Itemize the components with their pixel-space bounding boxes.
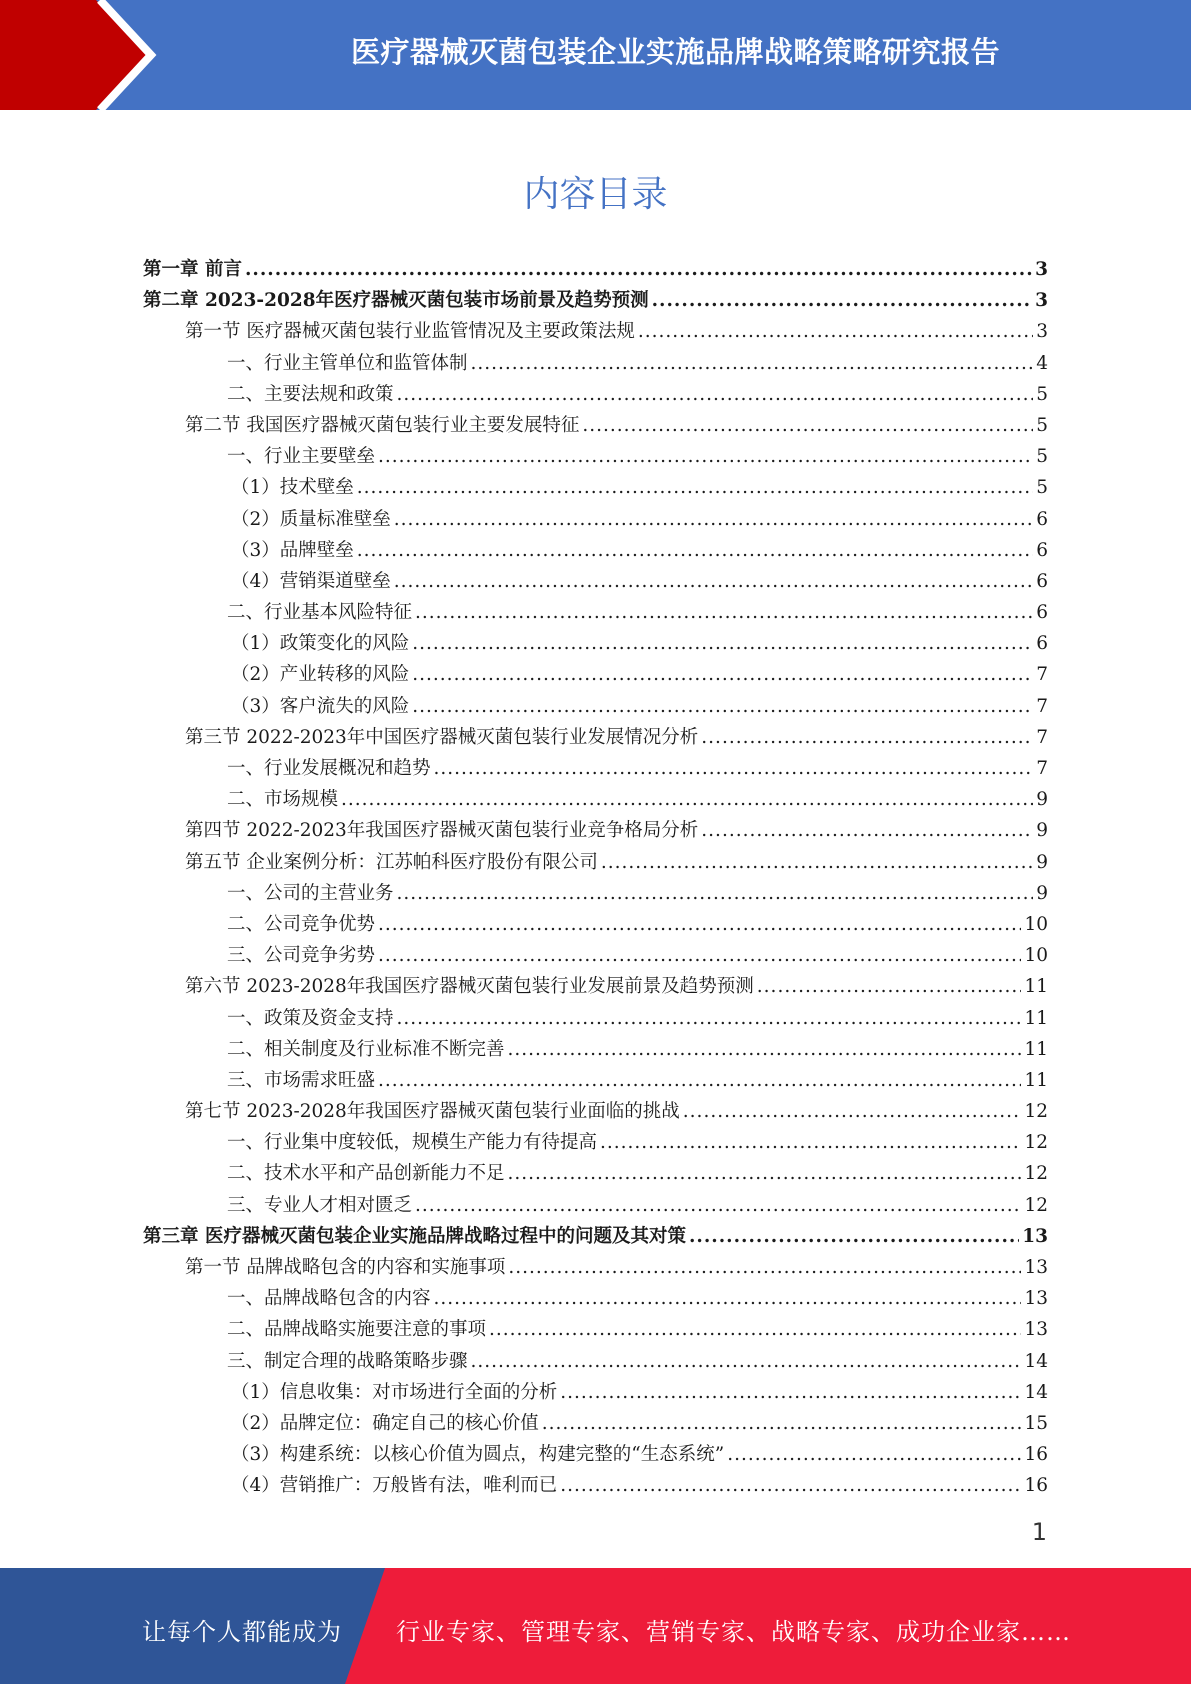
toc-dot-leader <box>412 659 1033 690</box>
toc-entry[interactable] <box>143 815 1048 846</box>
toc-dot-leader <box>245 254 1032 285</box>
toc-entry-page: 4 <box>1036 352 1048 374</box>
toc-dot-leader <box>471 1346 1022 1377</box>
toc-entry-page: 12 <box>1024 1163 1048 1185</box>
toc-entry[interactable] <box>143 1408 1048 1439</box>
toc-entry-title: 第四节 2022-2023年我国医疗器械灭菌包装行业竞争格局分析 <box>185 820 699 842</box>
toc-entry[interactable] <box>143 1252 1048 1283</box>
toc-entry-title: 第五节 企业案例分析：江苏帕科医疗股份有限公司 <box>185 851 598 873</box>
toc-entry[interactable] <box>143 1283 1048 1314</box>
toc-entry-title: （3）构建系统：以核心价值为圆点，构建完整的“生态系统” <box>231 1444 725 1466</box>
toc-entry-title: 二、品牌战略实施要注意的事项 <box>227 1319 487 1341</box>
toc-entry[interactable] <box>143 472 1048 503</box>
toc-entry[interactable] <box>143 847 1048 878</box>
toc-dot-leader <box>394 566 1033 597</box>
toc-entry-page: 9 <box>1036 789 1048 811</box>
toc-entry-page: 13 <box>1024 1257 1048 1278</box>
toc-entry-title: 二、公司竞争优势 <box>227 913 376 935</box>
toc-entry[interactable] <box>143 1034 1048 1065</box>
toc-entry[interactable] <box>143 535 1048 566</box>
toc-entry[interactable] <box>143 597 1048 628</box>
toc-entry-title: 一、行业集中度较低，规模生产能力有待提高 <box>227 1132 598 1154</box>
toc-dot-leader <box>508 1034 1022 1065</box>
toc-entry[interactable] <box>143 1096 1048 1127</box>
toc-entry[interactable] <box>143 659 1048 690</box>
toc-entry[interactable] <box>143 1065 1048 1096</box>
toc-entry-page: 6 <box>1036 602 1048 624</box>
toc-entry-title: 一、政策及资金支持 <box>227 1007 394 1029</box>
toc-dot-leader <box>341 784 1033 815</box>
toc-dot-leader <box>652 285 1033 316</box>
toc-entry-page: 12 <box>1024 1101 1048 1123</box>
toc-entry[interactable] <box>143 1377 1048 1408</box>
toc-entry[interactable] <box>143 379 1048 410</box>
toc-entry-title: 一、行业发展概况和趋势 <box>227 758 431 779</box>
toc-entry-title: （4）营销推广：万般皆有法，唯利而已 <box>231 1475 558 1497</box>
toc-entry[interactable] <box>143 940 1048 971</box>
toc-dot-leader <box>434 1283 1022 1314</box>
toc-entry-title: 一、行业主要壁垒 <box>227 446 376 468</box>
toc-entry-title: 三、专业人才相对匮乏 <box>227 1194 413 1216</box>
toc-dot-leader <box>582 410 1033 441</box>
toc-entry[interactable] <box>143 504 1048 535</box>
toc-entry-title: 第六节 2023-2028年我国医疗器械灭菌包装行业发展前景及趋势预测 <box>185 976 754 998</box>
toc-entry[interactable] <box>143 1127 1048 1158</box>
toc-dot-leader <box>489 1314 1021 1345</box>
toc-entry[interactable] <box>143 1439 1048 1470</box>
toc-entry-page: 14 <box>1024 1381 1048 1403</box>
toc-entry[interactable] <box>143 441 1048 472</box>
toc-entry-page: 12 <box>1024 1132 1048 1154</box>
toc-dot-leader <box>757 971 1022 1002</box>
toc-entry[interactable] <box>143 1158 1048 1189</box>
toc-entry-title: 第二章 2023-2028年医疗器械灭菌包装市场前景及趋势预测 <box>143 290 649 312</box>
toc-entry[interactable] <box>143 628 1048 659</box>
footer-slogan-right: 行业专家、管理专家、营销专家、战略专家、成功企业家…… <box>396 1618 1071 1646</box>
toc-entry-title: 第三章 医疗器械灭菌包装企业实施品牌战略过程中的问题及其对策 <box>143 1225 686 1247</box>
toc-entry-title: 一、公司的主营业务 <box>227 882 394 904</box>
toc-dot-leader <box>434 753 1034 784</box>
toc-entry[interactable] <box>143 1003 1048 1034</box>
toc-entry-page: 3 <box>1035 259 1048 280</box>
toc-dot-leader <box>560 1377 1021 1408</box>
toc-entry-title: 三、市场需求旺盛 <box>227 1069 376 1091</box>
toc-dot-leader <box>683 1096 1022 1127</box>
toc-dot-leader <box>397 878 1034 909</box>
toc-entry-page: 15 <box>1024 1412 1048 1434</box>
toc-entry-title: （1）政策变化的风险 <box>231 633 410 655</box>
toc-entry-page: 3 <box>1035 290 1048 312</box>
toc-entry-page: 13 <box>1024 1288 1048 1310</box>
toc-dot-leader <box>378 1065 1021 1096</box>
toc-entry-page: 10 <box>1024 913 1048 935</box>
header-red-arrow <box>0 0 150 110</box>
toc-entry-title: 一、行业主管单位和监管体制 <box>227 352 468 374</box>
toc-entry[interactable] <box>143 566 1048 597</box>
toc-entry-page: 13 <box>1024 1319 1048 1341</box>
footer-slogan-left: 让每个人都能成为 <box>142 1618 342 1646</box>
toc-dot-leader <box>357 472 1033 503</box>
toc-entry-page: 9 <box>1036 882 1048 904</box>
toc-entry[interactable] <box>143 316 1048 347</box>
toc-entry-title: （4）营销渠道壁垒 <box>231 570 391 592</box>
toc-entry-title: （3）品牌壁垒 <box>231 539 354 561</box>
toc-entry-title: （1）信息收集：对市场进行全面的分析 <box>231 1381 558 1403</box>
toc-entry-title: 第一节 医疗器械灭菌包装行业监管情况及主要政策法规 <box>185 321 635 343</box>
toc-entry-title: 三、制定合理的战略策略步骤 <box>227 1350 468 1372</box>
toc-entry-title: 二、市场规模 <box>227 789 339 811</box>
toc-dot-leader <box>689 1221 1019 1252</box>
toc-entry-page: 3 <box>1036 321 1048 343</box>
toc-entry-title: 三、公司竞争劣势 <box>227 945 376 967</box>
toc-entry[interactable] <box>143 254 1048 285</box>
toc-entry[interactable] <box>143 410 1048 441</box>
toc-dot-leader <box>394 504 1033 535</box>
toc-entry[interactable] <box>143 753 1048 784</box>
toc-entry-page: 5 <box>1036 477 1048 499</box>
report-title: 医疗器械灭菌包装企业实施品牌战略策略研究报告 <box>350 35 1000 69</box>
toc-dot-leader <box>397 379 1034 410</box>
toc-dot-leader <box>415 1190 1021 1221</box>
toc-entry-page: 13 <box>1022 1225 1048 1247</box>
toc-entry-page: 7 <box>1036 664 1048 686</box>
toc-entry-title: 一、品牌战略包含的内容 <box>227 1288 431 1310</box>
toc-entry-page: 11 <box>1024 1007 1048 1029</box>
toc-dot-leader <box>357 535 1033 566</box>
toc-entry[interactable] <box>143 909 1048 940</box>
toc-entry-page: 11 <box>1024 1038 1048 1060</box>
toc-entry-page: 9 <box>1036 820 1048 842</box>
toc-dot-leader <box>508 1252 1021 1283</box>
toc-entry-title: 第七节 2023-2028年我国医疗器械灭菌包装行业面临的挑战 <box>185 1101 680 1123</box>
toc-dot-leader <box>397 1003 1022 1034</box>
toc-dot-leader <box>415 597 1033 628</box>
toc-entry-page: 7 <box>1036 695 1048 717</box>
toc-entry-title: 二、技术水平和产品创新能力不足 <box>227 1163 505 1185</box>
toc-dot-leader <box>412 691 1033 722</box>
toc-entry-page: 6 <box>1036 539 1048 561</box>
toc-entry[interactable] <box>143 784 1048 815</box>
toc-entry[interactable] <box>143 285 1048 316</box>
toc-entry[interactable] <box>143 878 1048 909</box>
toc-entry-title: 第一章 前言 <box>143 259 242 280</box>
toc-entry-title: 二、行业基本风险特征 <box>227 602 413 624</box>
toc-entry-page: 9 <box>1036 851 1048 873</box>
toc-entry[interactable] <box>143 1314 1048 1345</box>
toc-entry-title: （3）客户流失的风险 <box>231 695 410 717</box>
toc-dot-leader <box>638 316 1033 347</box>
toc-dot-leader <box>471 348 1034 379</box>
toc-dot-leader <box>727 1439 1021 1470</box>
toc-entry[interactable] <box>143 1190 1048 1221</box>
toc-entry-page: 10 <box>1024 945 1048 967</box>
toc-entry[interactable] <box>143 1221 1048 1252</box>
toc-dot-leader <box>542 1408 1022 1439</box>
toc-entry-page: 12 <box>1024 1194 1048 1216</box>
toc-entry-page: 14 <box>1024 1350 1048 1372</box>
toc-entry[interactable] <box>143 722 1048 753</box>
page-number: 1 <box>1031 1518 1047 1546</box>
toc-entry-title: （2）质量标准壁垒 <box>231 508 391 530</box>
table-of-contents <box>143 254 1048 1502</box>
toc-dot-leader <box>412 628 1033 659</box>
toc-entry[interactable] <box>143 971 1048 1002</box>
toc-entry-title: 第二节 我国医疗器械灭菌包装行业主要发展特征 <box>185 414 580 436</box>
toc-entry-title: （2）产业转移的风险 <box>231 664 410 686</box>
page-header <box>0 0 1191 110</box>
toc-dot-leader <box>701 722 1033 753</box>
toc-entry-page: 5 <box>1036 446 1048 468</box>
toc-dot-leader <box>600 1127 1021 1158</box>
toc-entry-title: 第三节 2022-2023年中国医疗器械灭菌包装行业发展情况分析 <box>185 726 699 748</box>
toc-entry-page: 6 <box>1036 633 1048 655</box>
toc-entry-page: 6 <box>1036 570 1048 592</box>
toc-dot-leader <box>378 909 1021 940</box>
toc-entry-title: 第一节 品牌战略包含的内容和实施事项 <box>185 1257 506 1278</box>
toc-entry[interactable] <box>143 348 1048 379</box>
toc-dot-leader <box>378 441 1033 472</box>
toc-dot-leader <box>701 815 1033 846</box>
toc-entry-title: （1）技术壁垒 <box>231 477 354 499</box>
toc-entry-page: 11 <box>1024 976 1048 998</box>
toc-entry-page: 11 <box>1024 1069 1048 1091</box>
toc-entry-title: 二、相关制度及行业标准不断完善 <box>227 1038 505 1060</box>
toc-entry-title: 二、主要法规和政策 <box>227 383 394 405</box>
page-footer <box>0 1568 1191 1684</box>
toc-entry-page: 16 <box>1024 1444 1048 1466</box>
toc-dot-leader <box>560 1470 1021 1501</box>
toc-entry-title: （2）品牌定位：确定自己的核心价值 <box>231 1412 539 1434</box>
toc-entry-page: 5 <box>1036 414 1048 436</box>
toc-entry-page: 6 <box>1036 508 1048 530</box>
toc-entry-page: 7 <box>1036 758 1048 779</box>
toc-entry[interactable] <box>143 1346 1048 1377</box>
toc-entry-page: 16 <box>1024 1475 1048 1497</box>
toc-entry[interactable] <box>143 691 1048 722</box>
toc-entry[interactable] <box>143 1470 1048 1501</box>
toc-dot-leader <box>378 940 1021 971</box>
toc-dot-leader <box>508 1158 1022 1189</box>
toc-title: 内容目录 <box>523 174 668 215</box>
toc-dot-leader <box>601 847 1033 878</box>
toc-entry-page: 5 <box>1036 383 1048 405</box>
toc-entry-page: 7 <box>1036 726 1048 748</box>
